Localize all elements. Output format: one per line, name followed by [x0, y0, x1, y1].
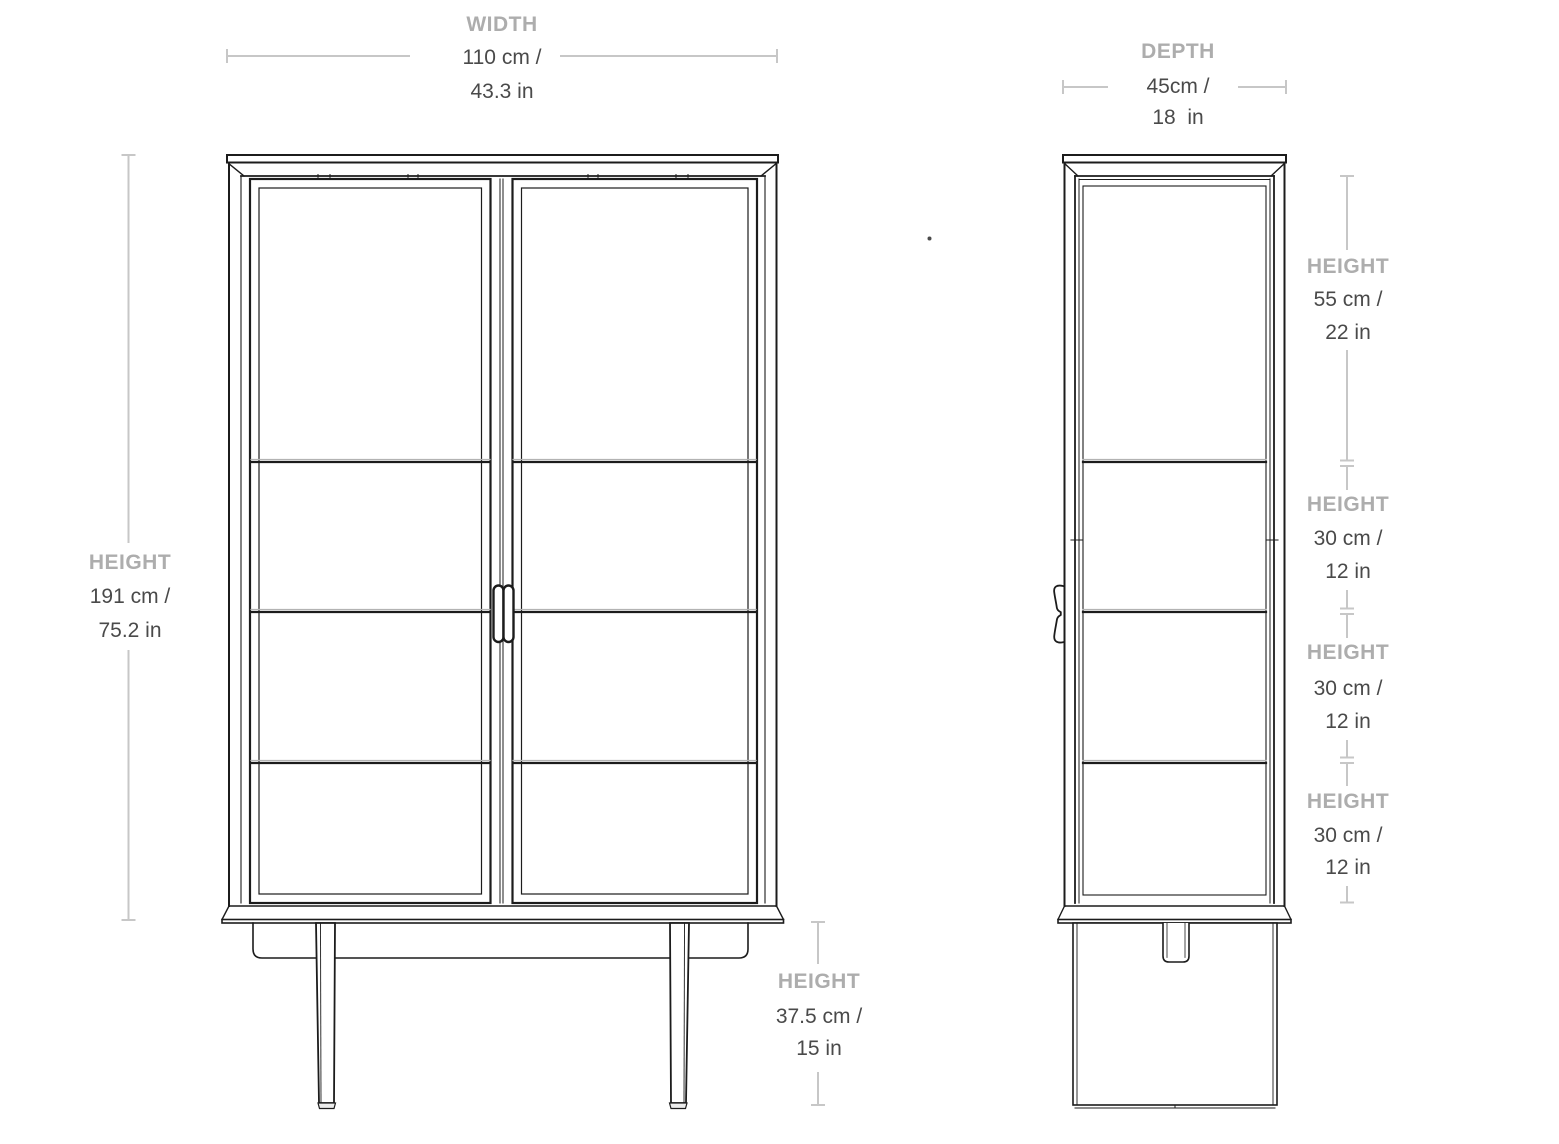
side-handle-profile: [1054, 586, 1063, 643]
section-dim-1-cm: 30 cm /: [1313, 527, 1383, 550]
section-dim-0-label: HEIGHT: [1306, 255, 1390, 278]
front-left-door-handle: [494, 586, 504, 643]
front-right-leg-edge: [684, 923, 685, 1103]
front-left-leg: [316, 923, 335, 1103]
section-dim-3-label: HEIGHT: [1306, 790, 1390, 813]
front-bottom-miter-right: [777, 906, 784, 920]
width-dim-label: WIDTH: [466, 13, 538, 36]
height-dim-in: 75.2 in: [98, 619, 162, 642]
front-left-door: [250, 179, 491, 903]
width-dim-in: 43.3 in: [470, 80, 534, 103]
side-bottom-miter-right: [1285, 906, 1292, 920]
side-shelf-lines: [1083, 462, 1266, 763]
front-right-door: [513, 179, 758, 903]
front-bottom-lip: [222, 920, 784, 924]
depth-dim-in: 18 in: [1152, 106, 1204, 129]
side-bottom-miter-left: [1058, 906, 1065, 920]
section-dim-2-in: 12 in: [1325, 710, 1371, 733]
depth-dim-label: DEPTH: [1141, 40, 1215, 63]
leg-height-dim-in: 15 in: [796, 1037, 842, 1060]
side-panel-inner-frame: [1083, 186, 1266, 895]
section-dim-3-cm: 30 cm /: [1313, 824, 1383, 847]
side-shelf-highlights: [1083, 460, 1266, 761]
front-left-door-inner-frame: [259, 188, 482, 894]
front-top-miter-right: [761, 163, 778, 177]
front-top-cap: [227, 155, 778, 163]
front-view: [222, 155, 784, 1109]
depth-dim-cm: 45cm /: [1146, 75, 1210, 98]
height-dim-label: HEIGHT: [88, 551, 172, 574]
front-left-leg-edge: [321, 923, 322, 1103]
section-dim-1-in: 12 in: [1325, 560, 1371, 583]
side-top-cap: [1063, 155, 1286, 163]
side-top-miter-left: [1064, 163, 1079, 177]
section-dim-2-cm: 30 cm /: [1313, 677, 1383, 700]
side-top-miter-right: [1271, 163, 1286, 177]
width-dim-cm: 110 cm /: [462, 46, 542, 69]
front-right-door-inner-frame: [522, 188, 749, 894]
height-dimension-line: [122, 155, 136, 920]
leg-height-dim-cm: 37.5 cm /: [775, 1005, 863, 1028]
section-dim-2-label: HEIGHT: [1306, 641, 1390, 664]
front-right-door-handle: [504, 586, 514, 643]
front-bottom-miter-left: [222, 906, 229, 920]
front-left-leg-foot: [318, 1103, 336, 1109]
section-dim-0-in: 22 in: [1325, 321, 1371, 344]
section-dim-3-in: 12 in: [1325, 856, 1371, 879]
section-dim-1-label: HEIGHT: [1306, 493, 1390, 516]
stray-speck: [928, 237, 932, 241]
leg-height-dim-label: HEIGHT: [777, 970, 861, 993]
front-right-leg-foot: [670, 1103, 688, 1109]
height-dim-cm: 191 cm /: [89, 585, 171, 608]
front-right-leg: [670, 923, 689, 1103]
section-dim-0-cm: 55 cm /: [1313, 288, 1383, 311]
